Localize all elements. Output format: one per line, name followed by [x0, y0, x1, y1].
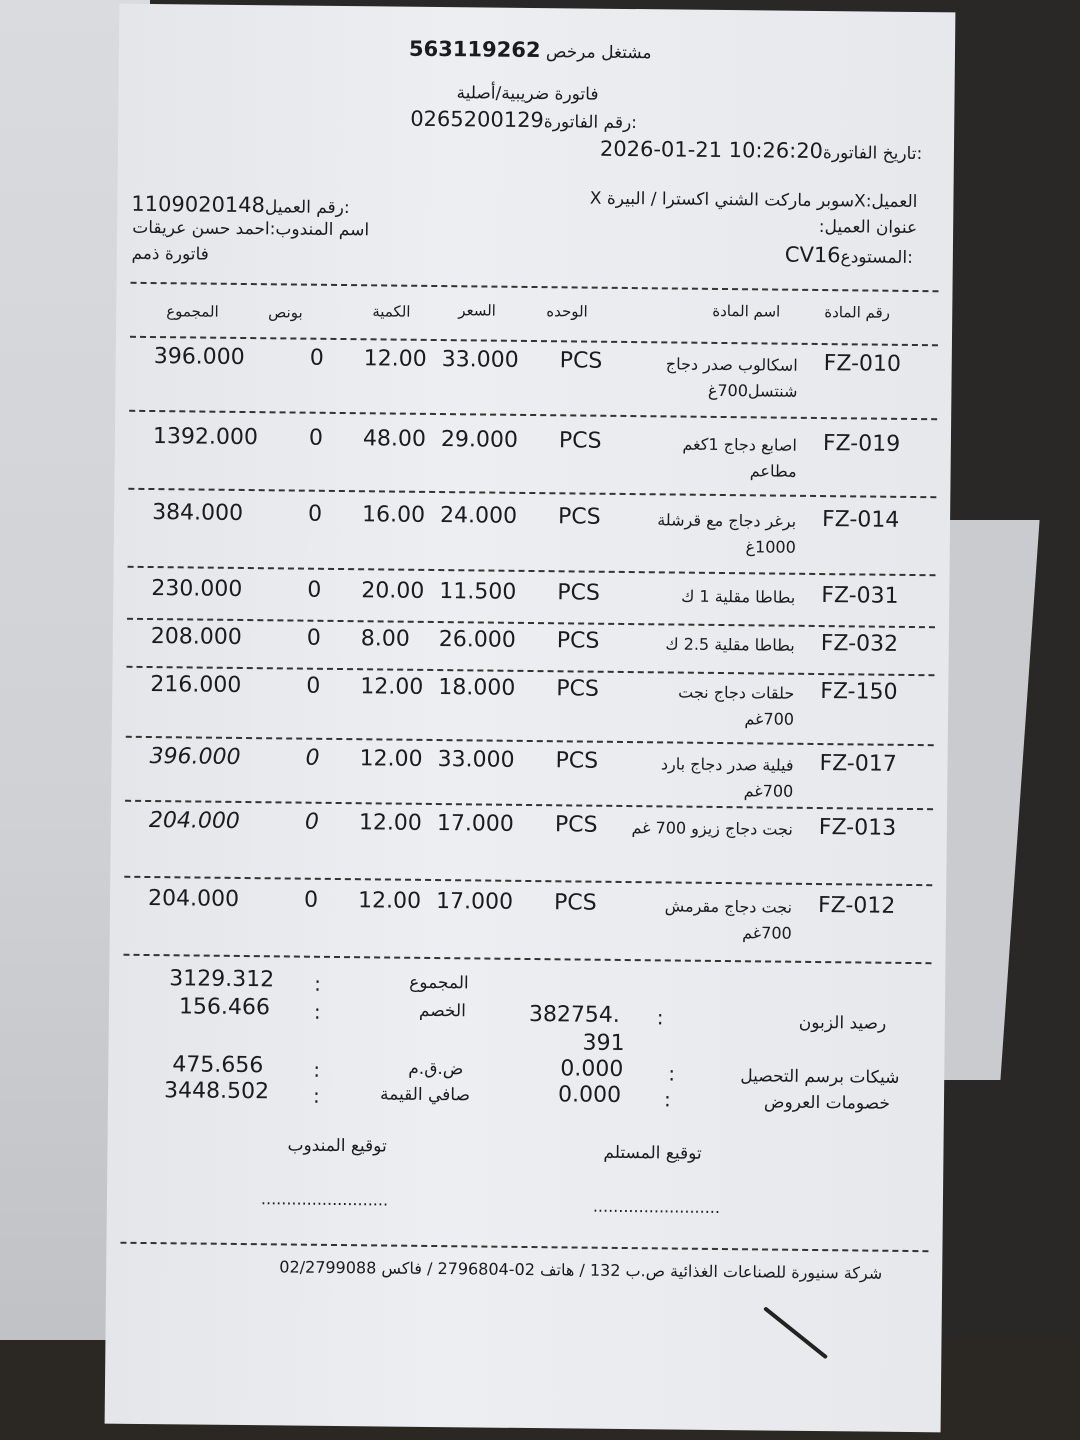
item-code: FZ-017 — [819, 751, 897, 777]
item-total: 204.000 — [148, 808, 241, 834]
customer-number-line — [131, 192, 350, 218]
item-total: 208.000 — [150, 624, 242, 650]
customer-address: عنوان العميل: — [818, 216, 918, 239]
item-price: 29.000 — [440, 427, 519, 453]
invoice-receipt — [105, 4, 956, 1433]
invoice-title: فاتورة ضريبية/أصلية — [456, 83, 599, 105]
offers-label: خصومات العروض — [763, 1092, 891, 1114]
warehouse-line — [785, 243, 913, 268]
col-bonus: بونص — [268, 303, 303, 322]
item-price: 33.000 — [441, 347, 519, 373]
discount-label: الخصم — [418, 1000, 466, 1022]
item-bonus: 0 — [305, 745, 320, 771]
item-name: اصابع دجاج 1كغم مطاعم — [682, 434, 797, 481]
company-footer: شركة سنيورة للصناعات الغذائية ص.ب 132 / هاتف 02-2796804 / فاكس 02/2799088 — [279, 1257, 883, 1283]
item-name: اسكالوب صدر دجاج شنتسل700غ — [665, 354, 798, 401]
item-name: حلقات دجاج نجت 700غم — [678, 682, 795, 729]
col-total: المجموع — [166, 302, 219, 321]
item-name: بطاطا مقلية 2.5 ك — [665, 634, 795, 655]
item-total: 396.000 — [153, 344, 245, 370]
invoice-type: فاتورة ذمم — [131, 243, 209, 265]
license-line — [409, 37, 652, 64]
item-price: 18.000 — [438, 675, 516, 701]
tax-label: ض.ق.م — [408, 1058, 464, 1080]
item-unit: PCS — [557, 504, 601, 530]
offers-value: 0.000 — [557, 1082, 622, 1108]
invoice-date-label: تاريخ الفاتورة: — [822, 143, 923, 165]
item-qty: 12.00 — [360, 674, 424, 700]
colon: : — [656, 1005, 664, 1030]
col-price: السعر — [458, 301, 496, 320]
discount-value: 156.466 — [178, 994, 271, 1021]
item-bonus: 0 — [307, 501, 323, 527]
item-price: 24.000 — [439, 503, 518, 529]
item-qty: 12.00 — [363, 346, 427, 372]
item-qty: 20.00 — [361, 578, 425, 604]
item-bonus: 0 — [304, 809, 320, 835]
item-unit: PCS — [556, 628, 600, 654]
item-bonus: 0 — [307, 577, 322, 603]
item-name: برغر دجاج مع قرشلة 1000غ — [657, 510, 797, 557]
item-total: 384.000 — [152, 500, 244, 526]
item-code: FZ-150 — [820, 679, 898, 705]
item-bonus: 0 — [309, 345, 324, 371]
divider — [131, 282, 939, 292]
item-bonus: 0 — [306, 625, 321, 651]
customer-name: العميل:Xسوبر ماركت الشني اكسترا / البيرة X — [589, 188, 918, 213]
item-price: 17.000 — [435, 889, 514, 915]
item-unit: PCS — [556, 676, 600, 702]
item-price: 33.000 — [437, 747, 515, 773]
item-total: 396.000 — [149, 744, 241, 770]
divider — [120, 1242, 928, 1252]
item-name: فيلية صدر دجاج بارد 700غم — [660, 754, 794, 801]
col-unit: الوحده — [546, 302, 588, 321]
colon: : — [313, 999, 321, 1024]
receiver-signature-line: ......................... — [592, 1196, 721, 1218]
item-unit: PCS — [554, 812, 598, 838]
item-unit: PCS — [555, 748, 599, 774]
sum-value: 3129.312 — [169, 966, 275, 993]
tax-value: 475.656 — [172, 1052, 264, 1079]
rep-signature-label: توقيع المندوب — [287, 1135, 387, 1157]
customer-number-label: رقم العميل: — [264, 197, 350, 219]
item-price: 26.000 — [438, 627, 516, 653]
sales-rep: اسم المندوب:احمد حسن عريقات — [132, 217, 370, 241]
balance-value: 382754. — [528, 1002, 621, 1028]
colon: : — [663, 1087, 671, 1112]
customer-number: 1109020148 — [131, 191, 266, 218]
cheques-value: 0.000 — [560, 1056, 624, 1082]
item-qty: 12.00 — [359, 746, 423, 772]
item-bonus: 0 — [306, 673, 321, 699]
colon: : — [313, 1057, 321, 1082]
item-code: FZ-031 — [821, 583, 899, 609]
item-total: 230.000 — [151, 576, 243, 602]
colon: : — [668, 1061, 676, 1086]
invoice-number-line — [410, 107, 637, 133]
item-name: نجت دجاج مقرمش 700غم — [664, 896, 793, 943]
item-total: 216.000 — [150, 672, 242, 698]
balance-label: رصيد الزبون — [798, 1012, 887, 1034]
item-code: FZ-032 — [820, 631, 899, 657]
item-bonus: 0 — [308, 425, 324, 451]
col-qty: الكمية — [372, 302, 411, 321]
invoice-number-label: رقم الفاتورة: — [543, 112, 638, 134]
license-number: 563119262 — [408, 36, 541, 63]
net-label: صافي القيمة — [379, 1084, 471, 1106]
item-name: نجت دجاج زيزو 700 غم — [631, 818, 793, 839]
col-name: اسم المادة — [712, 301, 781, 321]
item-price: 11.500 — [439, 579, 517, 605]
item-qty: 8.00 — [360, 626, 410, 652]
item-qty: 12.00 — [357, 888, 422, 914]
item-total: 1392.000 — [152, 424, 259, 451]
invoice-date: 2026-01-21 10:26:20 — [599, 136, 824, 164]
warehouse-label: المستودع: — [840, 247, 913, 268]
table-row — [109, 886, 946, 965]
item-code: FZ-012 — [817, 893, 896, 919]
item-unit: PCS — [557, 580, 601, 606]
receiver-signature-label: توقيع المستلم — [603, 1142, 702, 1164]
item-code: FZ-010 — [823, 351, 902, 377]
item-qty: 12.00 — [358, 810, 423, 836]
table-row — [110, 808, 947, 887]
balance-value-cont: 391 — [582, 1030, 625, 1057]
invoice-date-line — [600, 137, 923, 164]
item-code: FZ-014 — [821, 507, 900, 533]
item-name: بطاطا مقلية 1 ك — [681, 586, 796, 607]
col-code: رقم المادة — [824, 303, 891, 322]
item-total: 204.000 — [147, 886, 240, 912]
item-unit: PCS — [553, 890, 597, 916]
colon: : — [314, 971, 322, 996]
cheques-label: شيكات برسم التحصيل — [740, 1066, 900, 1088]
item-unit: PCS — [559, 348, 603, 374]
pen-mark — [763, 1306, 828, 1359]
item-code: FZ-019 — [822, 431, 901, 457]
net-value: 3448.502 — [163, 1078, 270, 1105]
item-bonus: 0 — [303, 887, 319, 913]
item-unit: PCS — [558, 428, 602, 454]
item-qty: 48.00 — [362, 426, 427, 452]
license-label: مشتغل مرخص — [545, 42, 652, 64]
warehouse-code: CV16 — [784, 242, 841, 268]
invoice-number: 0265200129 — [410, 106, 544, 133]
item-code: FZ-013 — [818, 815, 897, 841]
colon: : — [312, 1083, 320, 1108]
item-qty: 16.00 — [361, 502, 426, 528]
sum-label: المجموع — [409, 972, 469, 994]
rep-signature-line: ......................... — [260, 1189, 389, 1210]
item-price: 17.000 — [436, 811, 515, 837]
